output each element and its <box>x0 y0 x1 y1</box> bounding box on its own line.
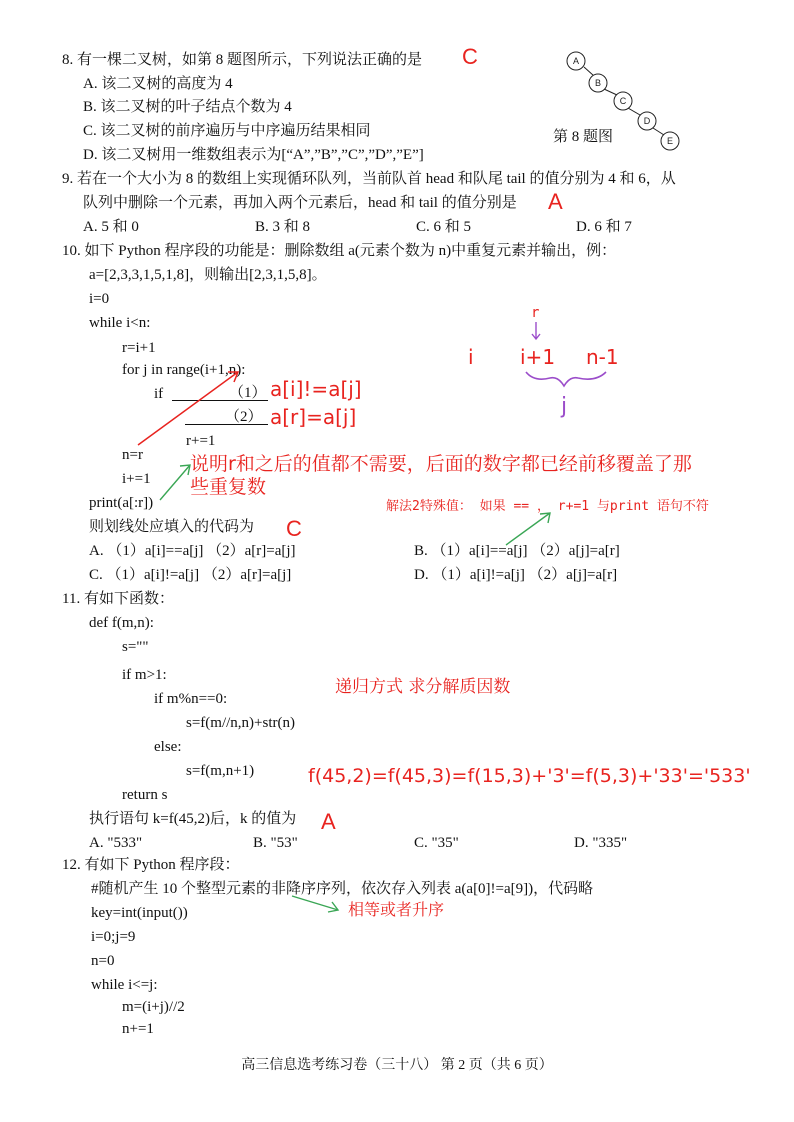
tree-node-b: B <box>594 78 602 88</box>
tree-node-c: C <box>619 96 627 106</box>
q10-option-b: B. （1）a[i]==a[j] （2）a[j]=a[r] <box>414 543 620 559</box>
q10-annotation-blank1: a[i]!=a[j] <box>270 377 362 401</box>
q10-stem-line1: 10. 如下 Python 程序段的功能是：删除数组 a(元素个数为 n)中重复元素并输出，例： <box>62 243 617 259</box>
q10-annotation-blank2: a[r]=a[j] <box>270 405 357 429</box>
q10-annotation-green-arrow <box>500 505 560 550</box>
q10-annotation-i1-label: i+1 <box>520 345 556 369</box>
q11-code-line: def f(m,n): <box>89 615 154 631</box>
q9-stem-line1: 9. 若在一个大小为 8 的数组上实现循环队列，当前队首 head 和队尾 tail 的值分别为 4 和 6，从 <box>62 171 676 187</box>
q10-option-c: C. （1）a[i]!=a[j] （2）a[r]=a[j] <box>89 567 292 583</box>
down-arrow-icon <box>532 322 540 339</box>
q11-answer: A <box>321 809 336 834</box>
arrow-line <box>138 372 238 445</box>
q11-option-b: B. "53" <box>253 835 298 851</box>
q11-code-line: s=f(m//n,n)+str(n) <box>186 715 295 731</box>
q10-annotation-marks <box>520 320 610 400</box>
q10-annotation-n1-label: n-1 <box>586 345 619 369</box>
page-footer: 高三信息选考练习卷（三十八） 第 2 页（共 6 页） <box>241 1058 553 1073</box>
q8-figure-caption: 第 8 题图 <box>553 129 614 145</box>
q10-stem-line2: a=[2,3,3,1,5,1,8]，则输出[2,3,1,5,8]。 <box>89 267 327 283</box>
q10-option-a: A. （1）a[i]==a[j] （2）a[r]=a[j] <box>89 543 296 559</box>
arrow-line <box>292 896 338 910</box>
q10-code-line: r+=1 <box>186 433 216 449</box>
q9-answer: A <box>548 189 563 214</box>
tree-edge <box>604 89 617 95</box>
q11-stem: 11. 有如下函数： <box>62 591 174 607</box>
q9-option-a: A. 5 和 0 <box>83 219 139 235</box>
q11-code-line: return s <box>122 787 168 803</box>
q12-code-line: n=0 <box>91 953 115 969</box>
q10-annotation-alt-solution: 解法2特殊值： 如果 == ， r+=1 与print 语句不符 <box>386 499 709 514</box>
q9-option-d: D. 6 和 7 <box>576 219 632 235</box>
q8-option-c: C. 该二叉树的前序遍历与中序遍历结果相同 <box>83 123 371 139</box>
q11-annotation-method: 递归方式 求分解质因数 <box>335 677 511 697</box>
q12-code-comment: #随机产生 10 个整型元素的非降序序列，依次存入列表 a(a[0]!=a[9])，代码略 <box>91 881 594 897</box>
q10-code-line: for j in range(i+1,n): <box>122 362 246 378</box>
q10-code-line: print(a[:r]) <box>89 495 154 511</box>
tree-node-a: A <box>572 56 580 66</box>
q8-option-d: D. 该二叉树用一维数组表示为[“A”,”B”,”C”,”D”,”E”] <box>83 147 424 163</box>
q11-exec-line: 执行语句 k=f(45,2)后，k 的值为 <box>89 811 297 827</box>
q11-code-line: if m>1: <box>122 667 167 683</box>
q10-annotation-note-line1: 说明r和之后的值都不需要，后面的数字都已经前移覆盖了那 <box>190 453 692 475</box>
q8-stem: 8. 有一棵二叉树，如第 8 题图所示，下列说法正确的是 <box>62 52 423 68</box>
tree-node-e: E <box>666 136 674 146</box>
q12-code-line: key=int(input()) <box>91 905 188 921</box>
q8-option-b: B. 该二叉树的叶子结点个数为 4 <box>83 99 292 115</box>
q10-code-line: r=i+1 <box>122 340 156 356</box>
tree-edge <box>653 128 664 135</box>
q10-annotation-r-label: r <box>531 305 540 321</box>
tree-edge <box>584 67 594 76</box>
q10-code-line: while i<n: <box>89 315 151 331</box>
q11-code-line: else: <box>154 739 182 755</box>
q10-option-d: D. （1）a[i]!=a[j] （2）a[j]=a[r] <box>414 567 618 583</box>
q10-code-if: if <box>154 386 164 402</box>
q10-fill-prompt: 则划线处应填入的代码为 <box>89 519 255 535</box>
q11-code-line: if m%n==0: <box>154 691 228 707</box>
q11-code-line: s="" <box>122 639 149 655</box>
q10-annotation-note-line2: 些重复数 <box>190 476 267 498</box>
q8-answer: C <box>462 44 478 69</box>
q12-code-line: i=0;j=9 <box>91 929 136 945</box>
q12-code-line: m=(i+j)//2 <box>122 999 185 1015</box>
q11-option-d: D. "335" <box>574 835 628 851</box>
brace-mark <box>526 372 606 386</box>
q8-option-a: A. 该二叉树的高度为 4 <box>83 76 233 92</box>
q10-blank2-label: （2） <box>225 409 263 425</box>
q11-annotation-trace: f(45,2)=f(45,3)=f(15,3)+'3'=f(5,3)+'33'='533' <box>308 765 751 787</box>
arrow-line <box>160 465 190 500</box>
tree-node-d: D <box>643 116 651 126</box>
tree-edge <box>628 108 640 115</box>
q10-code-line: i+=1 <box>122 471 151 487</box>
q12-annotation-arrow <box>290 892 350 918</box>
q12-code-line: n+=1 <box>122 1021 154 1037</box>
q10-answer: C <box>286 516 302 541</box>
q9-option-c: C. 6 和 5 <box>416 219 472 235</box>
q10-annotation-i-label: i <box>468 345 474 369</box>
q11-option-c: C. "35" <box>414 835 459 851</box>
q11-option-a: A. "533" <box>89 835 143 851</box>
q10-code-line: n=r <box>122 447 143 463</box>
q10-annotation-j-label: j <box>561 394 568 419</box>
q9-stem-line2: 队列中删除一个元素，再加入两个元素后，head 和 tail 的值分别是 <box>83 195 517 211</box>
q12-code-line: while i<=j: <box>91 977 158 993</box>
q11-code-line: s=f(m,n+1) <box>186 763 255 779</box>
arrow-line <box>506 513 550 545</box>
q10-code-line: i=0 <box>89 291 110 307</box>
q12-stem: 12. 有如下 Python 程序段： <box>62 857 240 873</box>
q9-option-b: B. 3 和 8 <box>255 219 311 235</box>
q10-blank1-label: （1） <box>229 385 267 401</box>
q12-annotation: 相等或者升序 <box>348 900 445 919</box>
